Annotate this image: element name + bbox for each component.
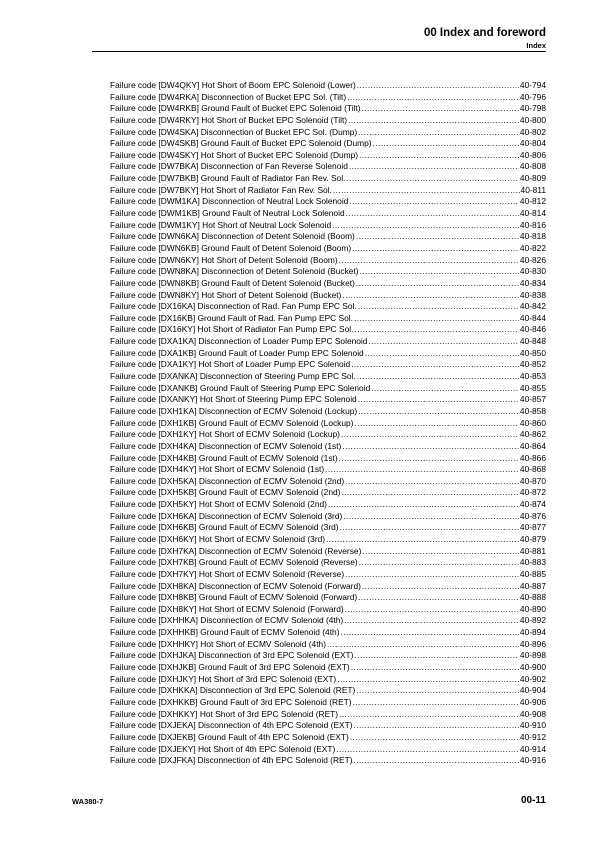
entry-title: Failure code [DXH5KA] Disconnection of ECMV Solenoid (2nd) [110,475,345,486]
dot-leader [339,255,519,267]
index-entry[interactable] [110,441,546,453]
dot-leader [347,92,519,104]
entry-page: 40-912 [519,731,546,742]
index-entry[interactable] [110,266,546,278]
entry-page: 40-906 [519,696,546,707]
entry-title: Failure code [DXA1KY] Hot Short of Loader Pump EPC Solenoid [110,359,351,370]
index-entry[interactable] [110,278,546,290]
index-entry[interactable] [110,313,546,325]
dot-leader [371,383,519,395]
model-label: WA380-7 [72,797,104,806]
entry-title: Failure code [DXH8KY] Hot Short of ECMV Solenoid (Forward) [110,603,344,614]
index-entry[interactable] [110,138,546,150]
entry-title: Failure code [DXH1KY] Hot Short of ECMV Solenoid (Lockup) [110,429,340,440]
entry-page: 40-900 [519,662,546,673]
entry-page: 40-838 [519,289,546,300]
entry-title: Failure code [DXH5KY] Hot Short of ECMV Solenoid (2nd) [110,499,327,510]
entry-page: 40-902 [519,673,546,684]
dot-leader [344,615,519,627]
index-entry[interactable] [110,522,546,534]
index-entry[interactable] [110,103,546,115]
entry-page: 40-916 [519,755,546,766]
entry-page: 40-890 [519,603,546,614]
dot-leader [341,487,518,499]
dot-leader [354,418,518,430]
entry-title: Failure code [DXH7KB] Ground Fault of ECMV Solenoid (Reverse) [110,557,358,568]
index-entry[interactable] [110,394,546,406]
dot-leader [327,639,519,651]
index-entry[interactable] [110,755,546,767]
entry-page: 40-830 [519,266,546,277]
entry-page: 40-818 [519,231,546,242]
dot-leader [340,627,518,639]
entry-title: Failure code [DXH7KA] Disconnection of ECMV Solenoid (Reverse) [110,545,362,556]
entry-title: Failure code [DW4QKY] Hot Short of Boom EPC Solenoid (Lower) [110,80,356,90]
dot-leader [348,115,519,127]
entry-page: 40-816 [519,219,546,230]
entry-title: Failure code [DXH7KY] Hot Short of ECMV Solenoid (Reverse) [110,568,345,579]
page-number: 00-11 [520,795,546,806]
index-entry[interactable] [110,615,546,627]
dot-leader [349,196,519,208]
dot-leader [340,522,519,534]
entry-page: 40-877 [519,522,546,533]
entry-title: Failure code [DWN6KA] Disconnection of Detent Solenoid (Boom) [110,231,355,242]
entry-page: 40-881 [519,545,546,556]
entry-title: Failure code [DXHJKA] Disconnection of 3rd EPC Solenoid (EXT) [110,650,354,661]
index-entry[interactable] [110,231,546,243]
dot-leader [362,581,519,593]
entry-page: 40-794 [519,80,546,90]
entry-title: Failure code [DXHJKB] Ground Fault of 3rd EPC Solenoid (EXT) [110,662,350,673]
index-entry[interactable] [110,301,546,313]
entry-page: 40-860 [519,417,546,428]
index-entry[interactable] [110,290,546,302]
dot-leader [328,499,519,511]
index-entry[interactable] [110,639,546,651]
entry-title: Failure code [DWN8KY] Hot Short of Detent Solenoid (Bucket) [110,289,342,300]
entry-title: Failure code [DXHHKB] Ground Fault of ECMV Solenoid (4th) [110,627,340,638]
entry-title: Failure code [DXH4KB] Ground Fault of ECMV Solenoid (1st) [110,452,338,463]
entry-page: 40-857 [519,394,546,405]
entry-page: 40-806 [519,149,546,160]
entry-page: 40-870 [519,475,546,486]
index-entry[interactable] [110,650,546,662]
index-entry[interactable] [110,581,546,593]
entry-page: 40-802 [519,126,546,137]
entry-page: 40-804 [519,138,546,149]
index-entry[interactable] [110,499,546,511]
entry-page: 40-898 [519,650,546,661]
dot-leader [358,406,519,418]
index-entry[interactable] [110,487,546,499]
entry-page: 40-892 [519,615,546,626]
entry-page: 40-887 [519,580,546,591]
entry-title: Failure code [DWN8KA] Disconnection of Detent Solenoid (Bucket) [110,266,359,277]
index-entry[interactable] [110,359,546,371]
dot-leader [326,534,519,546]
dot-leader [354,324,518,336]
entry-page: 40-874 [519,499,546,510]
entry-page: 40-798 [519,103,546,114]
dot-leader [358,394,519,406]
dot-leader [351,359,519,371]
dot-leader [342,290,519,302]
dot-leader [339,453,519,465]
index-entry[interactable] [110,418,546,430]
dot-leader [358,301,519,313]
entry-page: 40-896 [519,638,546,649]
entry-title: Failure code [DWN6KY] Hot Short of Detent Solenoid (Boom) [110,254,338,265]
entry-title: Failure code [DXH5KB] Ground Fault of ECMV Solenoid (2nd) [110,487,341,498]
entry-page: 40-811 [520,184,546,195]
entry-page: 40-842 [519,301,546,312]
entry-title: Failure code [DW4SKA] Disconnection of Bucket EPC Sol. (Dump) [110,126,358,137]
entry-title: Failure code [DWN8KB] Ground Fault of Detent Solenoid (Bucket) [110,277,355,288]
dot-leader [345,604,519,616]
dot-leader [353,697,519,709]
dot-leader [333,185,520,197]
entry-title: Failure code [DXHKKY] Hot Short of 3rd EPC Solenoid (RET) [110,708,339,719]
entry-page: 40-822 [519,242,546,253]
entry-page: 40-850 [519,347,546,358]
dot-leader [332,220,519,232]
section-title: 00 Index and foreword [423,27,546,39]
index-entry[interactable] [110,604,546,616]
entry-title: Failure code [DXHKKA] Disconnection of 3rd EPC Solenoid (RET) [110,685,356,696]
entry-page: 40-885 [519,568,546,579]
index-entry[interactable] [110,173,546,185]
index-entry[interactable] [110,534,546,546]
index-entry[interactable] [110,429,546,441]
entry-page: 40-904 [519,685,546,696]
dot-leader [349,161,519,173]
index-entry[interactable] [110,406,546,418]
dot-leader [362,546,519,558]
dot-leader [346,208,519,220]
entry-page: 40-844 [519,312,546,323]
entry-page: 40-910 [519,720,546,731]
dot-leader [336,744,519,756]
entry-title: Failure code [DXA1KA] Disconnection of Loader Pump EPC Solenoid [110,336,368,347]
index-entry[interactable] [110,196,546,208]
dot-leader [358,127,519,139]
entry-page: 40-796 [519,91,546,102]
dot-leader [368,336,518,348]
dot-leader [356,685,519,697]
index-entry[interactable] [110,720,546,732]
dot-leader [351,662,519,674]
dot-leader [359,557,519,569]
entry-title: Failure code [DW4SKB] Ground Fault of Bucket EPC Solenoid (Dump) [110,138,372,149]
entry-title: Failure code [DXHKKB] Ground Fault of 3rd EPC Solenoid (RET) [110,696,352,707]
index-entry[interactable] [110,546,546,558]
entry-page: 40-868 [519,464,546,475]
index-entry[interactable] [110,697,546,709]
header-rule [92,51,546,52]
entry-title: Failure code [DW7BKA] Disconnection of Fan Reverse Solenoid [110,161,348,172]
index-entry[interactable] [110,150,546,162]
entry-page: 40-876 [519,510,546,521]
index-entry[interactable] [110,208,546,220]
dot-leader [358,592,519,604]
entry-page: 40-800 [519,114,546,125]
index-entry[interactable] [110,569,546,581]
index-entry[interactable] [110,115,546,127]
entry-page: 40-853 [519,371,546,382]
index-entry[interactable] [110,464,546,476]
dot-leader [352,243,519,255]
entry-page: 40-858 [519,405,546,416]
entry-page: 40-826 [519,254,546,265]
entry-page: 40-852 [519,359,546,370]
dot-leader [341,429,519,441]
index-entry[interactable] [110,255,546,267]
dot-leader [365,348,519,360]
entry-page: 40-879 [519,533,546,544]
entry-title: Failure code [DWM1KA] Disconnection of Neutral Lock Solenoid [110,196,349,207]
entry-title: Failure code [DXANKB] Ground Fault of Steering Pump EPC Solenoid [110,382,371,393]
dot-leader [350,732,519,744]
index-entry[interactable] [110,662,546,674]
dot-leader [337,674,519,686]
index-entry[interactable] [110,383,546,395]
dot-leader [373,138,519,150]
index-entry[interactable] [110,732,546,744]
entry-page: 40-834 [519,277,546,288]
index-entry[interactable] [110,453,546,465]
index-entry[interactable] [110,511,546,523]
dot-leader [339,709,519,721]
index-entry[interactable] [110,336,546,348]
entry-title: Failure code [DXJEKA] Disconnection of 4th EPC Solenoid (EXT) [110,720,353,731]
entry-title: Failure code [DXJEKY] Hot Short of 4th EPC Solenoid (EXT) [110,743,336,754]
entry-page: 40-862 [519,429,546,440]
entry-page: 40-888 [519,592,546,603]
index-entry[interactable] [110,592,546,604]
entry-page: 40-809 [519,173,546,184]
dot-leader [342,441,519,453]
dot-leader [357,80,519,92]
entry-title: Failure code [DXH1KA] Disconnection of ECMV Solenoid (Lockup) [110,405,358,416]
index-entry[interactable] [110,185,546,197]
index-entry[interactable] [110,80,546,92]
entry-title: Failure code [DWM1KB] Ground Fault of Neutral Lock Solenoid [110,208,345,219]
entry-title: Failure code [DW4RKY] Hot Short of Bucket EPC Solenoid (Tilt) [110,114,348,125]
index-entry[interactable] [110,220,546,232]
index-entry[interactable] [110,674,546,686]
entry-title: Failure code [DXJFKA] Disconnection of 4th EPC Solenoid (RET) [110,755,353,766]
index-entry[interactable] [110,161,546,173]
entry-page: 40-814 [519,208,546,219]
index-entry[interactable] [110,324,546,336]
dot-leader [325,464,519,476]
index-entry[interactable] [110,243,546,255]
index-entry[interactable] [110,627,546,639]
entry-title: Failure code [DW7BKB] Ground Fault of Radiator Fan Rev. Sol. [110,173,346,184]
dot-leader [343,511,519,523]
index-entry[interactable] [110,744,546,756]
index-entry[interactable] [110,348,546,360]
dot-leader [356,231,519,243]
index-entry[interactable] [110,685,546,697]
entry-title: Failure code [DXHJKY] Hot Short of 3rd EPC Solenoid (EXT) [110,673,337,684]
entry-page: 40-866 [519,452,546,463]
entry-title: Failure code [DXH6KY] Hot Short of ECMV Solenoid (3rd) [110,533,326,544]
entry-title: Failure code [DXANKA] Disconnection of Steering Pump EPC Sol. [110,371,356,382]
entry-title: Failure code [DWN6KB] Ground Fault of Detent Solenoid (Boom) [110,242,352,253]
entry-title: Failure code [DW4RKB] Ground Fault of Bucket EPC Solenoid (Tilt) [110,103,361,114]
dot-leader [346,173,519,185]
dot-leader [345,476,519,488]
index-entry[interactable] [110,557,546,569]
dot-leader [354,650,518,662]
index-entry[interactable] [110,476,546,488]
entry-title: Failure code [DXH1KB] Ground Fault of ECMV Solenoid (Lockup) [110,417,354,428]
dot-leader [354,720,519,732]
index-entry[interactable] [110,92,546,104]
entry-title: Failure code [DW4RKA] Disconnection of Bucket EPC Sol. (Tilt) [110,91,347,102]
entry-title: Failure code [DXH6KB] Ground Fault of ECMV Solenoid (3rd) [110,522,339,533]
dot-leader [357,371,519,383]
entry-page: 40-848 [519,336,546,347]
dot-leader [362,103,519,115]
dot-leader [356,278,519,290]
entry-title: Failure code [DX16KA] Disconnection of Rad. Fan Pump EPC Sol. [110,301,357,312]
entry-page: 40-872 [519,487,546,498]
entry-page: 40-855 [519,382,546,393]
dot-leader [354,313,519,325]
section-subtitle: Index [526,41,546,50]
entry-title: Failure code [DXH6KA] Disconnection of ECMV Solenoid (3rd) [110,510,343,521]
dot-leader [359,150,519,162]
entry-title: Failure code [DXH4KA] Disconnection of ECMV Solenoid (1st) [110,440,342,451]
entry-title: Failure code [DXHHKY] Hot Short of ECMV Solenoid (4th) [110,638,326,649]
entry-page: 40-812 [519,196,546,207]
entry-title: Failure code [DX16KB] Ground Fault of Rad. Fan Pump EPC Sol. [110,312,353,323]
entry-title: Failure code [DW7BKY] Hot Short of Radiator Fan Rev. Sol. [110,184,332,195]
dot-leader [354,755,519,767]
index-entry[interactable] [110,371,546,383]
entry-page: 40-894 [519,627,546,638]
index-list [110,80,546,767]
dot-leader [345,569,519,581]
entry-title: Failure code [DXANKY] Hot Short of Steering Pump EPC Solenoid [110,394,357,405]
entry-title: Failure code [DXH8KA] Disconnection of ECMV Solenoid (Forward) [110,580,361,591]
entry-title: Failure code [DXJEKB] Ground Fault of 4th EPC Solenoid (EXT) [110,731,349,742]
entry-page: 40-908 [519,708,546,719]
entry-title: Failure code [DXA1KB] Ground Fault of Loader Pump EPC Solenoid [110,347,364,358]
entry-page: 40-808 [519,161,546,172]
index-entry[interactable] [110,127,546,139]
entry-page: 40-864 [519,440,546,451]
entry-title: Failure code [DXH4KY] Hot Short of ECMV Solenoid (1st) [110,464,325,475]
entry-page: 40-914 [519,743,546,754]
entry-page: 40-846 [519,324,546,335]
index-entry[interactable] [110,709,546,721]
entry-title: Failure code [DX16KY] Hot Short of Radiator Fan Pump EPC Sol. [110,324,354,335]
entry-title: Failure code [DXHHKA] Disconnection of ECMV Solenoid (4th) [110,615,344,626]
entry-title: Failure code [DW4SKY] Hot Short of Bucket EPC Solenoid (Dump) [110,149,359,160]
entry-title: Failure code [DWM1KY] Hot Short of Neutral Lock Solenoid [110,219,332,230]
dot-leader [360,266,519,278]
entry-title: Failure code [DXH8KB] Ground Fault of ECMV Solenoid (Forward) [110,592,358,603]
entry-page: 40-883 [519,557,546,568]
